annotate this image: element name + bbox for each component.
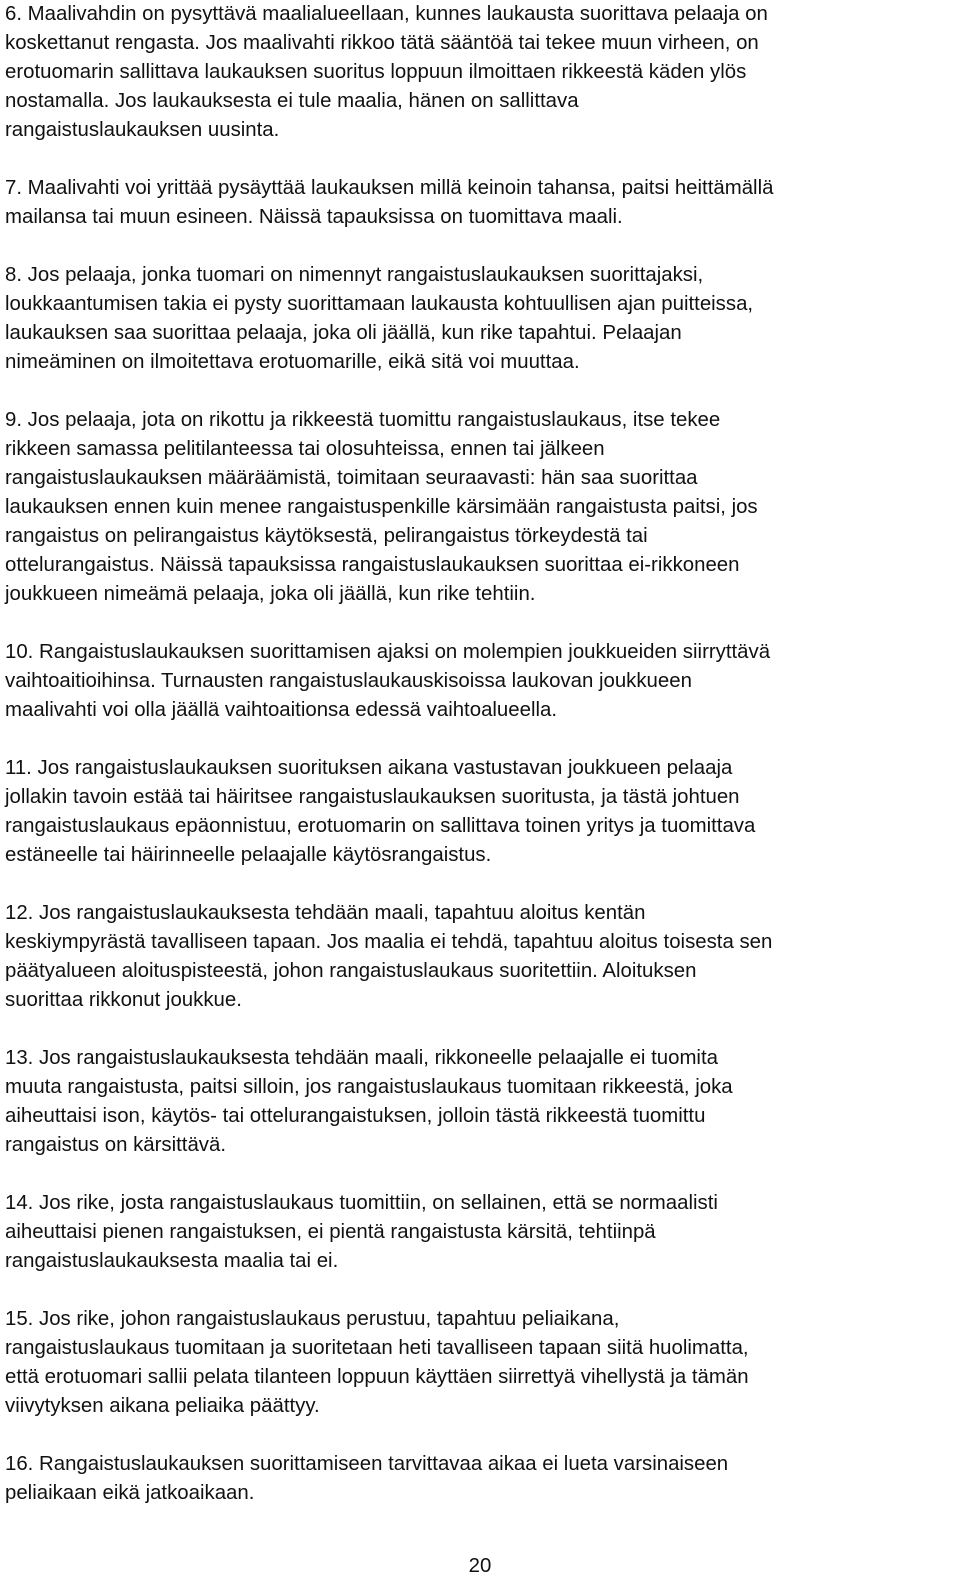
paragraph-gap <box>5 377 955 406</box>
paragraph-gap <box>5 870 955 899</box>
text-line: rangaistus on kärsittävä. <box>5 1134 227 1156</box>
text-line: 7. Maalivahti voi yrittää pysäyttää laukauksen millä keinoin tahansa, paitsi heittämällä <box>5 177 774 199</box>
text-line: rikkeen samassa pelitilanteessa tai olosuhteissa, ennen tai jälkeen <box>5 438 605 460</box>
text-line: 12. Jos rangaistuslaukauksesta tehdään maali, tapahtuu aloitus kentän <box>5 902 646 924</box>
text-line: mailansa tai muun esineen. Näissä tapauksissa on tuomittava maali. <box>5 206 623 228</box>
text-line: erotuomarin sallittava laukauksen suoritus loppuun ilmoittaen rikkeestä käden ylös <box>5 61 747 83</box>
text-line: 15. Jos rike, johon rangaistuslaukaus perustuu, tapahtuu peliaikana, <box>5 1308 620 1330</box>
text-line: maalivahti voi olla jäällä vaihtoaitionsa edessä vaihtoalueella. <box>5 699 558 721</box>
text-line: rangaistuslaukauksesta maalia tai ei. <box>5 1250 339 1272</box>
text-line: muuta rangaistusta, paitsi silloin, jos rangaistuslaukaus tuomitaan rikkeestä, joka <box>5 1076 733 1098</box>
text-line: rangaistuslaukauksen uusinta. <box>5 119 280 141</box>
paragraph-gap <box>5 145 955 174</box>
text-line: ottelurangaistus. Näissä tapauksissa rangaistuslaukauksen suorittaa ei-rikkoneen <box>5 554 740 576</box>
text-line: peliaikaan eikä jatkoaikaan. <box>5 1482 255 1504</box>
rule-16-paragraph <box>5 1450 955 1508</box>
paragraph-gap <box>5 1276 955 1305</box>
rule-12-paragraph <box>5 899 955 1015</box>
text-line: loukkaantumisen takia ei pysty suorittamaan laukausta kohtuullisen ajan puitteissa, <box>5 293 754 315</box>
rule-11-paragraph <box>5 754 955 870</box>
rule-6-paragraph <box>5 0 955 145</box>
paragraph-gap <box>5 232 955 261</box>
text-line: laukauksen saa suorittaa pelaaja, joka oli jäällä, kun rike tapahtui. Pelaajan <box>5 322 682 344</box>
document-page <box>5 0 955 1508</box>
text-line: 8. Jos pelaaja, jonka tuomari on nimennyt rangaistuslaukauksen suorittajaksi, <box>5 264 704 286</box>
rule-7-paragraph <box>5 174 955 232</box>
page-number: 20 <box>468 1555 492 1577</box>
text-line: 10. Rangaistuslaukauksen suorittamisen ajaksi on molempien joukkueiden siirryttävä <box>5 641 771 663</box>
text-line: viivytyksen aikana peliaika päättyy. <box>5 1395 320 1417</box>
text-line: päätyalueen aloituspisteestä, johon rangaistuslaukaus suoritettiin. Aloituksen <box>5 960 697 982</box>
text-line: rangaistuslaukaus epäonnistuu, erotuomarin on sallittava toinen yritys ja tuomittava <box>5 815 756 837</box>
text-line: suorittaa rikkonut joukkue. <box>5 989 242 1011</box>
text-line: aiheuttaisi pienen rangaistuksen, ei pientä rangaistusta kärsitä, tehtiinpä <box>5 1221 656 1243</box>
text-line: koskettanut rengasta. Jos maalivahti rikkoo tätä sääntöä tai tekee muun virheen, on <box>5 32 759 54</box>
text-line: rangaistuslaukauksen määräämistä, toimitaan seuraavasti: hän saa suorittaa <box>5 467 698 489</box>
rule-15-paragraph <box>5 1305 955 1421</box>
text-line: rangaistus on pelirangaistus käytöksestä, pelirangaistus törkeydestä tai <box>5 525 648 547</box>
text-line: vaihtoaitioihinsa. Turnausten rangaistuslaukauskisoissa laukovan joukkueen <box>5 670 692 692</box>
text-line: jollakin tavoin estää tai häiritsee rangaistuslaukauksen suoritusta, ja tästä johtuen <box>5 786 740 808</box>
rule-13-paragraph <box>5 1044 955 1160</box>
paragraph-gap <box>5 1160 955 1189</box>
text-line: 13. Jos rangaistuslaukauksesta tehdään maali, rikkoneelle pelaajalle ei tuomita <box>5 1047 718 1069</box>
text-line: rangaistuslaukaus tuomitaan ja suoritetaan heti tavalliseen tapaan siitä huolimatta, <box>5 1337 749 1359</box>
text-line: 14. Jos rike, josta rangaistuslaukaus tuomittiin, on sellainen, että se normaalisti <box>5 1192 718 1214</box>
paragraph-gap <box>5 609 955 638</box>
text-line: 11. Jos rangaistuslaukauksen suorituksen aikana vastustavan joukkueen pelaaja <box>5 757 733 779</box>
rule-10-paragraph <box>5 638 955 725</box>
text-line: 9. Jos pelaaja, jota on rikottu ja rikkeestä tuomittu rangaistuslaukaus, itse tekee <box>5 409 721 431</box>
text-line: nimeäminen on ilmoitettava erotuomarille, eikä sitä voi muuttaa. <box>5 351 580 373</box>
text-line: että erotuomari sallii pelata tilanteen loppuun käyttäen siirrettyä vihellystä ja tämän <box>5 1366 749 1388</box>
paragraph-gap <box>5 1421 955 1450</box>
rule-14-paragraph <box>5 1189 955 1276</box>
text-line: laukauksen ennen kuin menee rangaistuspenkille kärsimään rangaistusta paitsi, jos <box>5 496 758 518</box>
text-line: joukkueen nimeämä pelaaja, joka oli jäällä, kun rike tehtiin. <box>5 583 536 605</box>
text-line: keskiympyrästä tavalliseen tapaan. Jos maalia ei tehdä, tapahtuu aloitus toisesta sen <box>5 931 773 953</box>
text-line: 6. Maalivahdin on pysyttävä maalialueellaan, kunnes laukausta suorittava pelaaja on <box>5 3 768 25</box>
text-line: estäneelle tai häirinneelle pelaajalle käytösrangaistus. <box>5 844 492 866</box>
text-line: nostamalla. Jos laukauksesta ei tule maalia, hänen on sallittava <box>5 90 579 112</box>
rule-8-paragraph <box>5 261 955 377</box>
paragraph-gap <box>5 1015 955 1044</box>
text-line: aiheuttaisi ison, käytös- tai ottelurangaistuksen, jolloin tästä rikkeestä tuomittu <box>5 1105 706 1127</box>
rule-9-paragraph <box>5 406 955 609</box>
text-line: 16. Rangaistuslaukauksen suorittamiseen tarvittavaa aikaa ei lueta varsinaiseen <box>5 1453 729 1475</box>
paragraph-gap <box>5 725 955 754</box>
